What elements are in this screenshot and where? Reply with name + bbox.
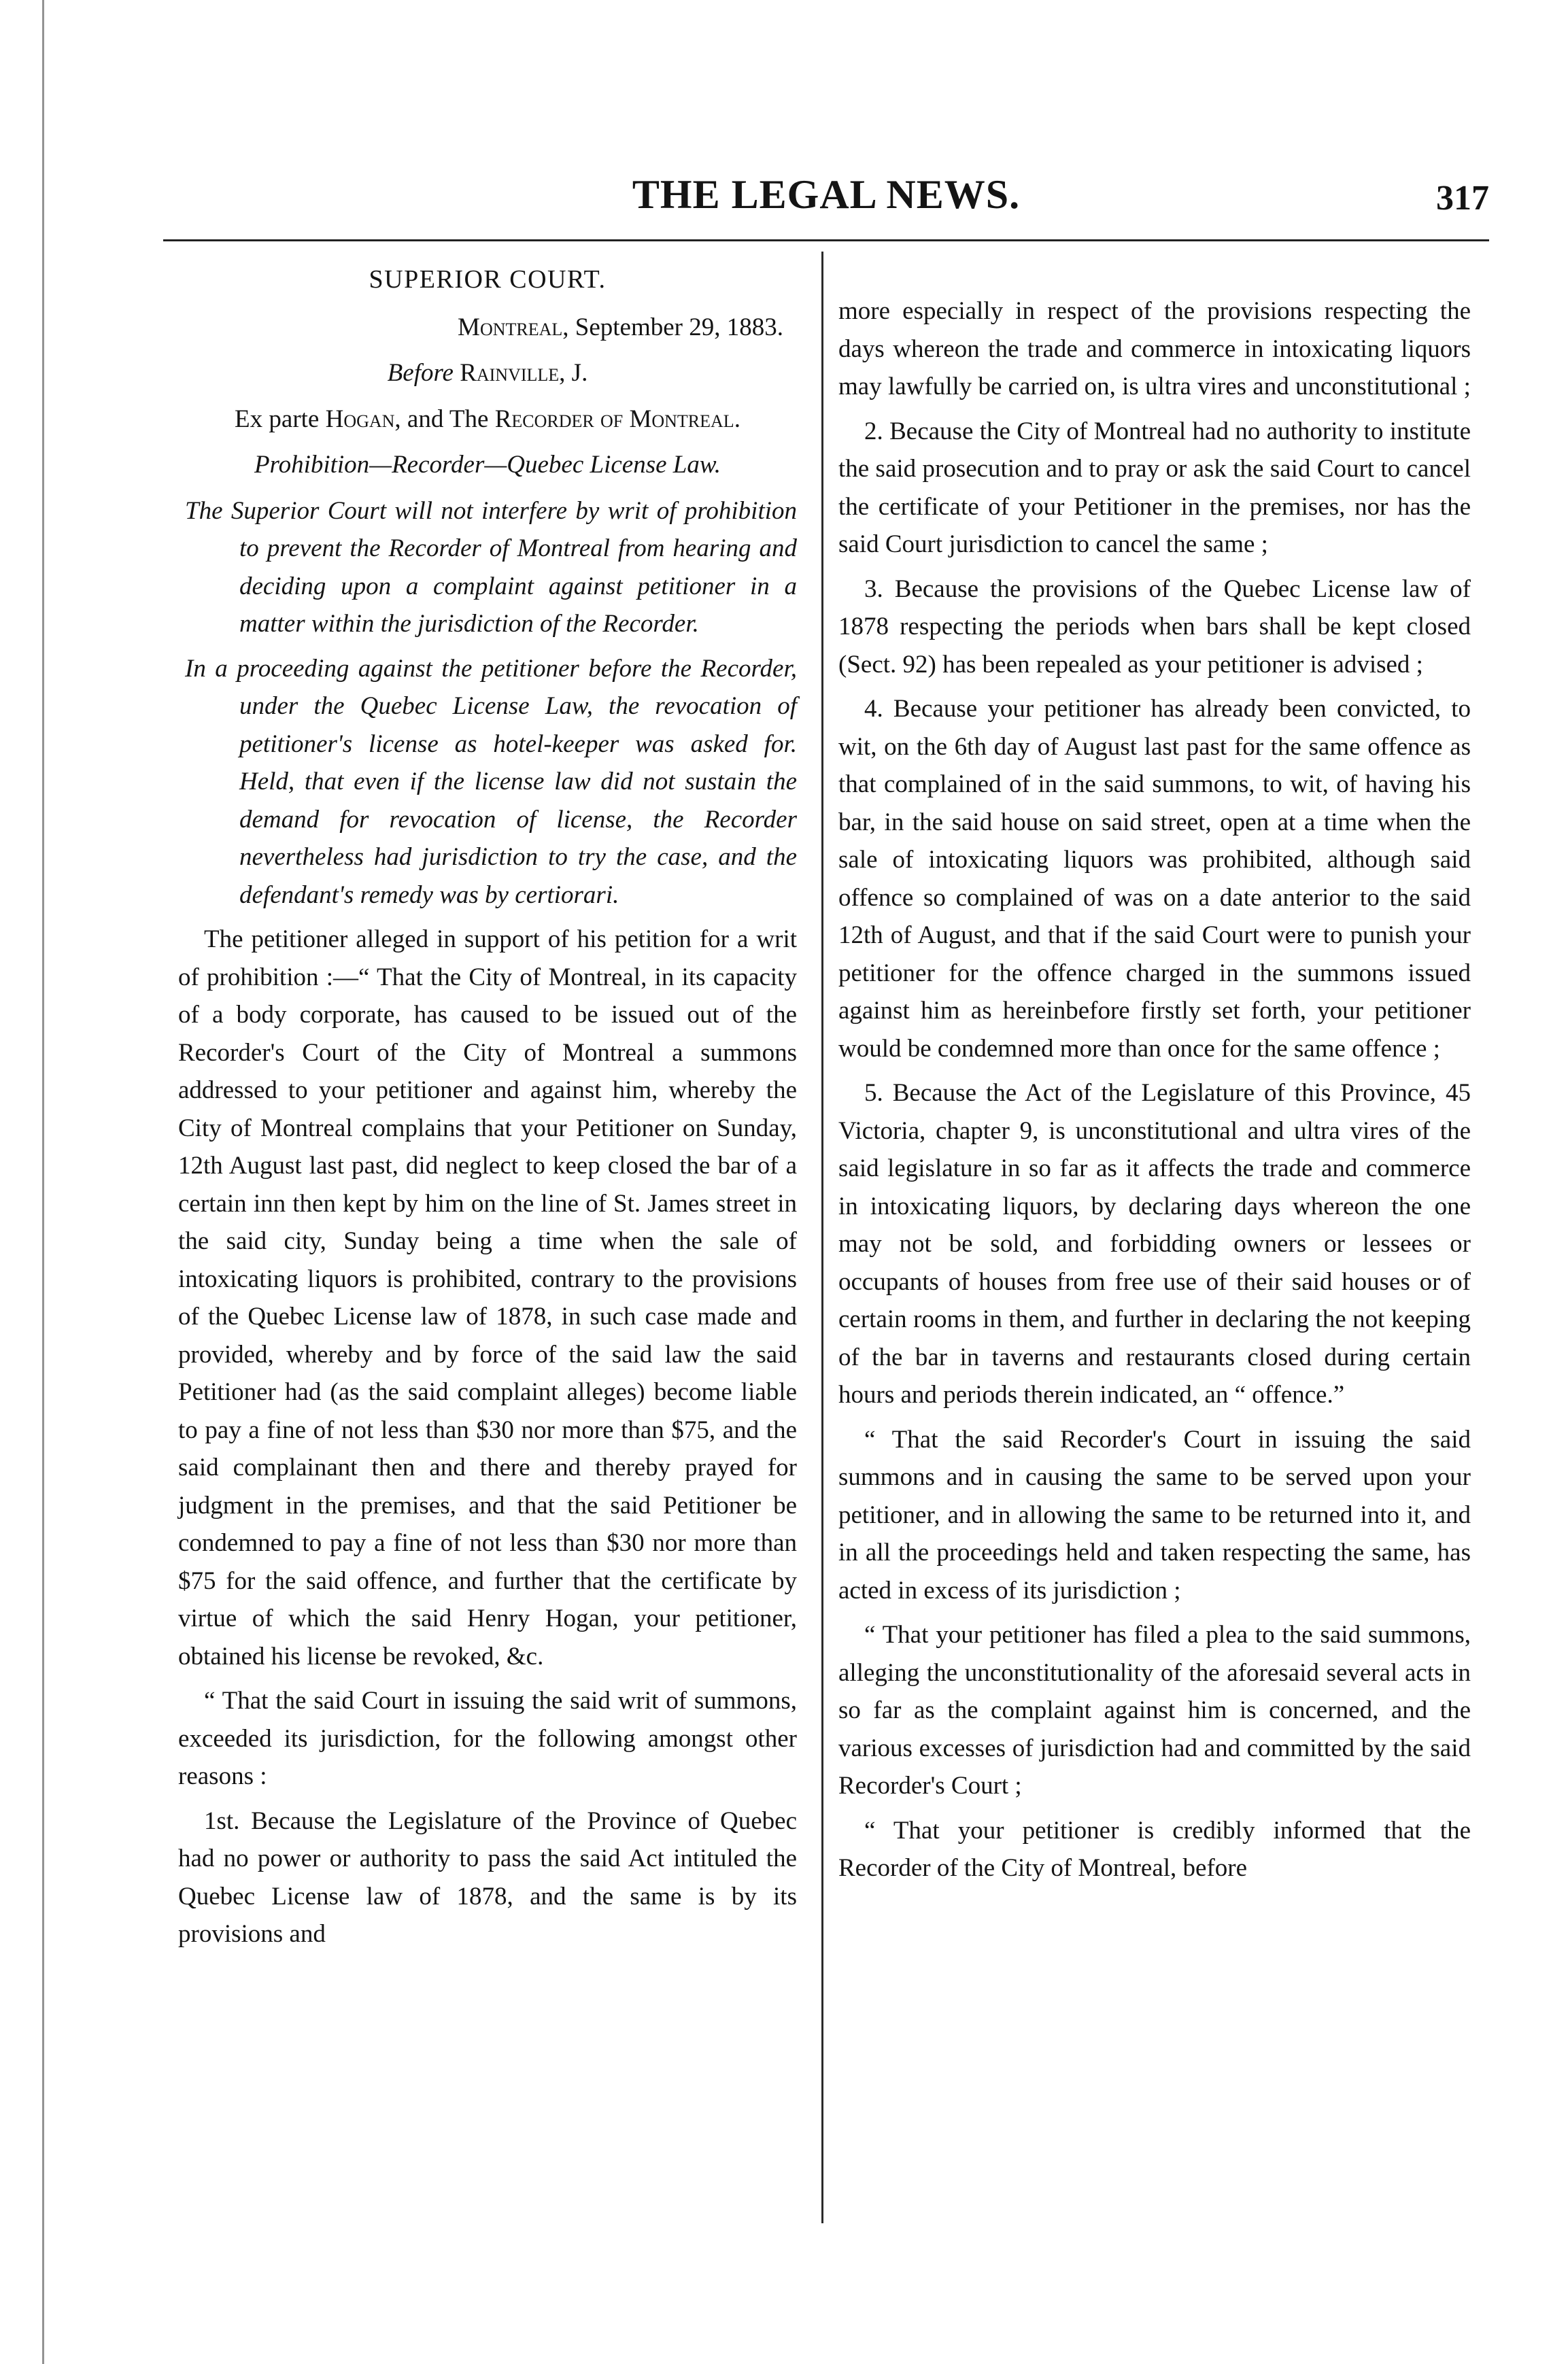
body-paragraph: 3. Because the provisions of the Quebec License law of 1878 respecting the periods when bars shall be kept closed (Sect. 92) has been repealed as your petitioner is advised ; — [838, 575, 1471, 679]
dateline — [178, 309, 797, 347]
page-header — [163, 171, 1489, 239]
left-column — [178, 258, 797, 1960]
before-label: Before — [387, 359, 454, 387]
parties-end: . — [734, 405, 740, 433]
headnote-1: The Superior Court will not interfere by writ of prohibition to prevent the Recorder of Montreal from hearing and deciding upon a complaint against petitioner in a matter within the jurisdiction of the Recorder. — [185, 496, 797, 638]
header-rule — [163, 239, 1489, 241]
body-paragraph: “ That your petitioner has filed a plea to the said summons, alleging the unconstitutionality of the aforesaid several acts in so far as the complaint against him is concerned, and the various excesses of jurisdiction had and committed by the said Recorder's Court ; — [838, 1621, 1471, 1800]
page-binding-edge — [42, 0, 44, 2364]
dateline-date: , September 29, 1883. — [562, 313, 783, 341]
case-parties — [178, 400, 797, 439]
party-hogan: Hogan — [325, 405, 395, 433]
dateline-place: Montreal — [458, 313, 563, 341]
body-paragraph: more especially in respect of the provisions respecting the days whereon the trade and commerce in intoxicating liquors may lawfully be carried on, is ultra vires and unconstitutional ; — [838, 297, 1471, 400]
page-number: 317 — [1436, 179, 1489, 218]
judge-name: Rainville — [460, 359, 560, 387]
body-paragraph: The petitioner alleged in support of his petition for a writ of prohibition :—“ That the City of Montreal, in its capacity of a body corporate, has caused to be issued out of the Recorder's Court of the City of Montreal a summons addressed to your petitioner and against him, whereby the City of Montreal complains that your Petitioner on Sunday, 12th August last past, did neglect to keep closed the bar of a certain inn then kept by him on the line of St. James street in the said city, Sunday being a time when the sale of intoxicating liquors is prohibited, contrary to the provisions of the Quebec License law of 1878, in such case made and provided, whereby and by force of the said law the said Petitioner had (as the said complaint alleges) become liable to pay a fine of not less than $30 nor more than $75, and the said complainant then and there and thereby prayed for judgment in the premises, and that the said Petitioner be condemned to pay a fine of not less than $30 nor more than $75 for the said offence, and further that the certificate by virtue of which the said Henry Hogan, your petitioner, obtained his license be revoked, &c. — [178, 925, 797, 1671]
right-column — [838, 292, 1471, 1894]
body-paragraph: 1st. Because the Legislature of the Province of Quebec had no power or authority to pass the said Act intituled the Quebec License law of 1878, and the same is by its provisions and — [178, 1806, 797, 1948]
body-paragraph: “ That the said Recorder's Court in issuing the said summons and in causing the same to be served upon your petitioner, and in allowing the same to be returned into it, and in all the proceedings held and taken respecting the same, has acted in excess of its jurisdiction ; — [838, 1425, 1471, 1605]
body-paragraph: 2. Because the City of Montreal had no authority to institute the said prosecution and to pray or ask the said Court to cancel the certificate of your Petitioner in the premises, nor has the said Court jurisdiction to cancel the same ; — [838, 417, 1471, 558]
court-heading: SUPERIOR COURT. — [369, 265, 607, 294]
parties-prefix: Ex parte — [235, 405, 320, 433]
judge-line — [178, 354, 797, 392]
body-paragraph: “ That the said Court in issuing the said writ of summons, exceeded its jurisdiction, for the following amongst other reasons : — [178, 1687, 797, 1790]
party-recorder: Recorder of Montreal — [494, 405, 734, 433]
body-paragraph: 5. Because the Act of the Legislature of this Province, 45 Victoria, chapter 9, is unconstitutional and ultra vires of the said legislature in so far as it affects the trade and commerce in intoxicating liquors, by declaring days whereon the one may not be sold, and forbidding owners or lessees or occupants of houses from free use of their said houses or of certain rooms in them, and further in declaring the not keeping of the bar in taverns and restaurants closed during certain hours and periods therein indicated, an “ offence.” — [838, 1079, 1471, 1409]
body-paragraph: “ That your petitioner is credibly informed that the Recorder of the City of Montreal, before — [838, 1816, 1471, 1882]
headnote-2: In a proceeding against the petitioner before the Recorder, under the Quebec License Law, the revocation of petitioner's license as hotel-keeper was asked for. Held, that even if the license law did not sustain the demand for revocation of license, the Recorder nevertheless had jurisdiction to try the case, and the defendant's remedy was by certiorari. — [185, 654, 797, 909]
column-divider — [821, 252, 823, 2223]
body-paragraph: 4. Because your petitioner has already been convicted, to wit, on the 6th day of August last past for the same offence as that complained of in the said summons, to wit, of having his bar, in the said house on said street, open at a time when the sale of intoxicating liquors was prohibited, although said offence so complained of was on a date anterior to the said 12th of August, and that if the said Court were to punish your petitioner for the offence charged in the summons issued against him as hereinbefore firstly set forth, your petitioner would be condemned more than once for the same offence ; — [838, 695, 1471, 1063]
case-subject: Prohibition—Recorder—Quebec License Law. — [254, 451, 721, 479]
parties-and: , and The — [394, 405, 489, 433]
judge-suffix: , J. — [559, 359, 588, 387]
running-title: THE LEGAL NEWS. — [632, 172, 1021, 217]
